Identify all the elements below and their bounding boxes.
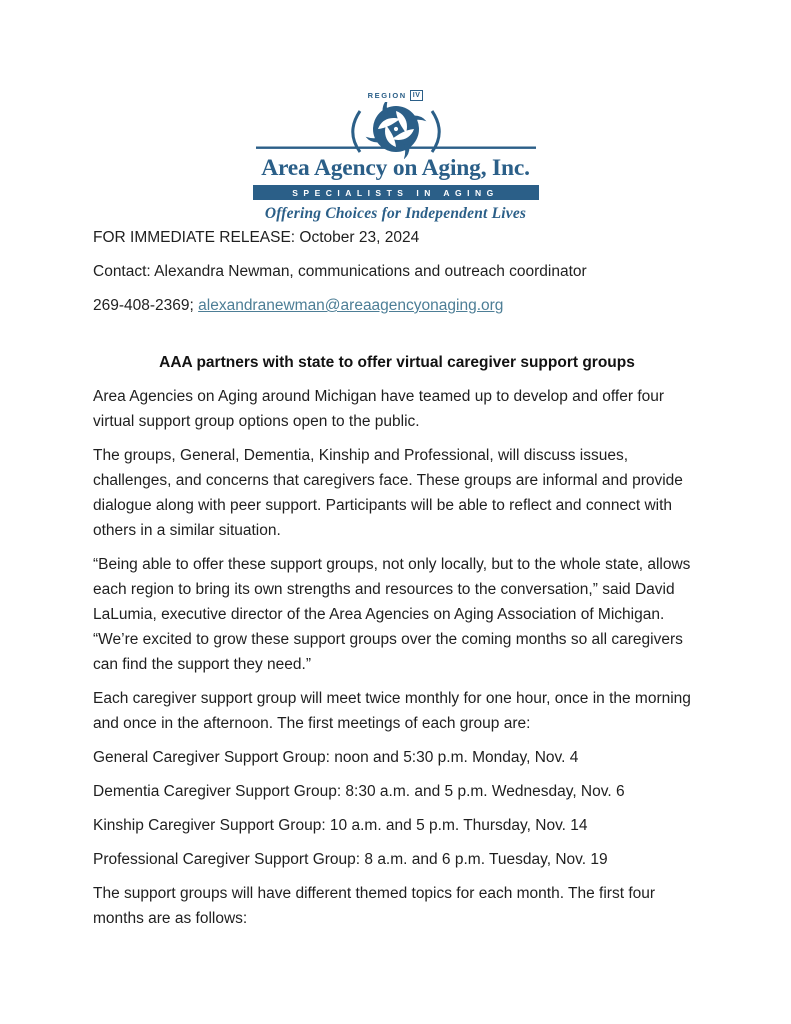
- body-paragraph-intro: Area Agencies on Aging around Michigan have teamed up to develop and offer four virtual support group options open to the public.: [93, 388, 665, 430]
- org-logo: [253, 90, 539, 223]
- logo-banner: SPECIALISTS IN AGING: [253, 185, 539, 200]
- logo-tagline: Offering Choices for Independent Lives: [264, 205, 527, 222]
- region-label: [368, 90, 424, 101]
- schedule-line-dementia: Dementia Caregiver Support Group: 8:30 a.m. and 5 p.m. Wednesday, Nov. 6: [93, 783, 625, 800]
- body-paragraph-quote: “Being able to offer these support groups, not only locally, but to the whole state, allows each region to bring its own strengths and resources to the conversation,” said David LaLumia, executive director of the Area Agencies on Aging Association of Michigan. “We’re excited to grow these support groups over the coming months so all caregivers can find the support they need.”: [93, 556, 691, 673]
- region-label-text: REGION: [367, 91, 407, 100]
- schedule-line-general: General Caregiver Support Group: noon and 5:30 p.m. Monday, Nov. 4: [93, 749, 579, 766]
- body-paragraph-closing: The support groups will have different themed topics for each month. The first four months are as follows:: [93, 885, 656, 927]
- body-paragraph-groups: The groups, General, Dementia, Kinship and Professional, will discuss issues, challenges, and concerns that caregivers face. These groups are informal and provide dialogue along with peer support. Participants will be able to reflect and connect with others in a similar situation.: [93, 447, 683, 539]
- phone-line: [93, 293, 701, 318]
- phone-number: 269-408-2369;: [93, 297, 199, 314]
- email-link[interactable]: alexandranewman@areaagencyonaging.org: [198, 297, 504, 314]
- logo-emblem-icon: [256, 102, 536, 159]
- release-line: FOR IMMEDIATE RELEASE: October 23, 2024: [93, 229, 420, 246]
- region-numeral: IV: [410, 90, 424, 101]
- body-paragraph-schedule-intro: Each caregiver support group will meet twice monthly for one hour, once in the morning and once in the afternoon. The first meetings of each group are:: [93, 690, 691, 732]
- headline: AAA partners with state to offer virtual caregiver support groups: [159, 354, 635, 371]
- schedule-line-kinship: Kinship Caregiver Support Group: 10 a.m. and 5 p.m. Thursday, Nov. 14: [93, 817, 588, 834]
- schedule-line-professional: Professional Caregiver Support Group: 8 a.m. and 6 p.m. Tuesday, Nov. 19: [93, 851, 608, 868]
- contact-line: Contact: Alexandra Newman, communications and outreach coordinator: [93, 263, 587, 280]
- press-release-body: [93, 225, 701, 940]
- org-name: Area Agency on Aging, Inc.: [261, 155, 530, 181]
